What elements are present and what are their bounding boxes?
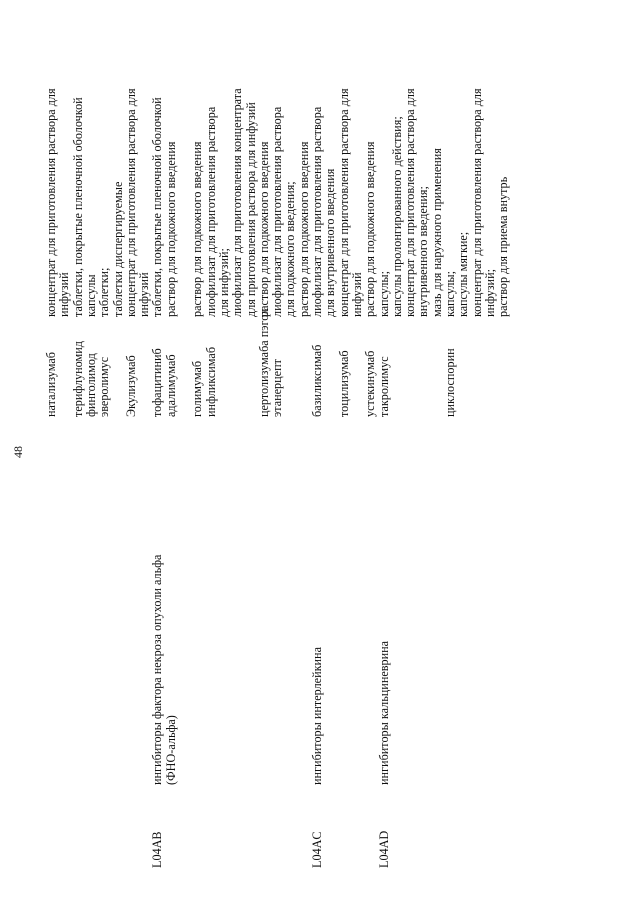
dosage-form: внутривенного введения;	[416, 186, 431, 317]
dosage-form: лиофилизат для приготовления концентрата	[230, 88, 245, 317]
dosage-form: инфузий	[57, 272, 72, 317]
atc-code: L04AB	[150, 831, 165, 868]
group-name	[378, 425, 391, 785]
drug-name: базиликсимаб	[310, 344, 324, 417]
drug-name: финголимод	[83, 353, 98, 417]
dosage-form: таблетки, покрытые пленочной оболочкой	[150, 97, 165, 317]
group-name-line: ингибиторы кальциневрина	[376, 640, 391, 785]
drug-name: этанерцепт	[270, 359, 285, 417]
dosage-form: капсулы мягкие;	[456, 231, 471, 317]
drug-name: натализумаб	[44, 352, 58, 417]
dosage-form: таблетки, покрытые пленочной оболочкой	[70, 97, 85, 317]
dosage-form: инфузий	[137, 272, 152, 317]
dosage-form: раствор для подкожного введения	[363, 141, 378, 317]
dosage-form: мазь для наружного применения	[429, 148, 444, 317]
drug-name: тоцилизумаб	[336, 350, 351, 417]
dosage-form: концентрат для приготовления раствора для	[403, 88, 418, 317]
dosage-form: таблетки;	[97, 267, 112, 317]
atc-code: L04AD	[376, 830, 391, 868]
dosage-form: инфузий;	[482, 269, 497, 317]
drug-name: устекинумаб	[363, 350, 378, 417]
dosage-form: концентрат для приготовления раствора для	[44, 88, 58, 317]
group-name-line: (ФНО-альфа)	[163, 715, 178, 785]
drug-name: терифлуномид	[70, 341, 85, 417]
drug-name: Экулизумаб	[123, 355, 138, 417]
dosage-form: капсулы;	[376, 271, 391, 317]
dosage-form: раствор для подкожного введения	[190, 141, 205, 317]
dosage-form: капсулы;	[443, 271, 457, 317]
dosage-form: инфузий	[349, 272, 364, 317]
drug-name: тофацитиниб	[150, 348, 165, 417]
drug-name: голимумаб	[190, 360, 205, 417]
dosage-form: для подкожного введения;	[283, 181, 298, 317]
dosage-form: раствор для подкожного введения	[256, 141, 271, 317]
dosage-form: раствор для подкожного введения	[296, 141, 311, 317]
dosage-form: лиофилизат для приготовления раствора	[203, 106, 218, 317]
dosage-form: капсулы пролонгированного действия;	[389, 116, 404, 317]
dosage-form: таблетки диспергируемые	[110, 181, 125, 317]
dosage-form: для инфузий;	[216, 248, 231, 317]
group-name-line: ингибиторы фактора некроза опухоли альфа	[150, 554, 165, 785]
drug-name: циклоспорин	[443, 348, 457, 417]
group-name	[151, 425, 178, 785]
dosage-form: раствор для подкожного введения	[163, 141, 178, 317]
dosage-form: концентрат для приготовления раствора для	[469, 88, 484, 317]
dosage-form: концентрат для приготовления раствора для	[123, 88, 138, 317]
drug-name: эверолимус	[97, 356, 112, 417]
dosage-form: капсулы	[83, 274, 98, 317]
dosage-form: концентрат для приготовления раствора для	[336, 88, 351, 317]
drug-name: цертолизумаба пэгол	[256, 308, 271, 417]
drug-name: такролимус	[376, 356, 391, 417]
page-number: 48	[11, 446, 25, 458]
group-name	[311, 425, 324, 785]
atc-code: L04AC	[310, 831, 324, 868]
drug-name: адалимумаб	[163, 354, 178, 417]
dosage-form: раствор для приема внутрь	[496, 176, 511, 317]
group-name-line: ингибиторы интерлейкина	[310, 647, 324, 785]
dosage-form: лиофилизат для приготовления раствора	[270, 106, 285, 317]
dosage-form: для внутривенного введения	[323, 168, 338, 317]
drug-name: инфликсимаб	[203, 346, 218, 417]
dosage-form: для приготовления раствора для инфузий	[243, 102, 258, 317]
dosage-form: лиофилизат для приготовления раствора	[310, 106, 324, 317]
